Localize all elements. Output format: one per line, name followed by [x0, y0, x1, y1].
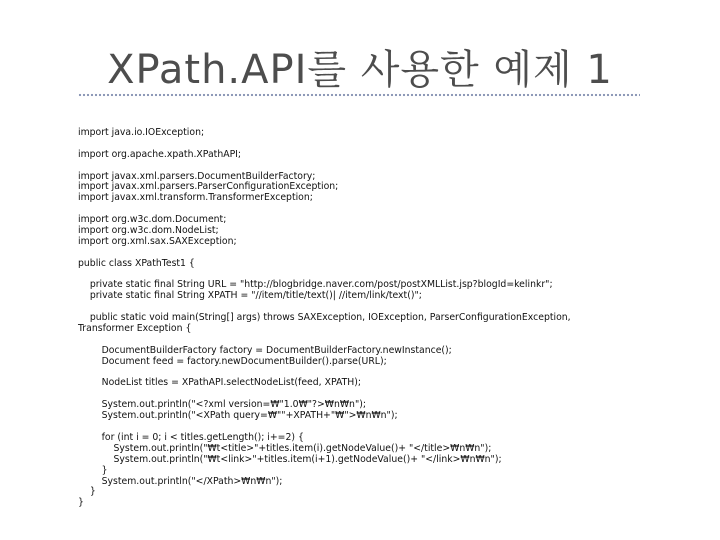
code-line: import org.w3c.dom.Document; — [78, 214, 227, 226]
code-block — [78, 128, 698, 509]
code-line: NodeList titles = XPathAPI.selectNodeList(feed, XPATH); — [78, 377, 362, 389]
code-line: private static final String XPATH = "//item/title/text()| //item/link/text()"; — [78, 290, 422, 302]
code-line: System.out.println("₩t<title>"+titles.item(i).getNodeValue()+ "</title>₩n₩n"); — [78, 442, 492, 454]
code-line: public class XPathTest1 { — [78, 257, 195, 269]
code-line: Transformer Exception { — [78, 323, 192, 335]
code-line: Document feed = factory.newDocumentBuilder().parse(URL); — [78, 355, 387, 367]
code-line: import javax.xml.parsers.ParserConfigurationException; — [78, 181, 339, 193]
code-line: import java.io.IOException; — [78, 127, 205, 138]
code-line: import javax.xml.parsers.DocumentBuilderFactory; — [78, 170, 316, 182]
code-line: private static final String URL = "http://blogbridge.naver.com/post/postXMLList.jsp?blogId=kelinkr"; — [78, 279, 553, 291]
code-line: DocumentBuilderFactory factory = DocumentBuilderFactory.newInstance(); — [78, 344, 452, 356]
code-line: import javax.xml.transform.TransformerException; — [78, 192, 313, 204]
code-line: System.out.println("<?xml version=₩"1.0₩"?>₩n₩n"); — [78, 399, 366, 411]
slide-title: XPath.API를 사용한 예제 1 — [107, 47, 613, 93]
code-line: import org.apache.xpath.XPathAPI; — [78, 148, 242, 160]
code-line: public static void main(String[] args) throws SAXException, IOException, ParserConfigurationException, — [78, 312, 571, 324]
code-line: for (int i = 0; i < titles.getLength(); i+=2) { — [78, 431, 304, 443]
dotted-divider — [78, 93, 640, 97]
code-line: import org.w3c.dom.NodeList; — [78, 225, 219, 237]
code-line: System.out.println("₩t<link>"+titles.item(i+1).getNodeValue()+ "</link>₩n₩n"); — [78, 453, 502, 465]
code-line: } — [78, 497, 84, 509]
code-line: import org.xml.sax.SAXException; — [78, 235, 237, 247]
code-blank-line — [78, 161, 698, 172]
code-line: System.out.println("<XPath query=₩""+XPATH+"₩">₩n₩n"); — [78, 410, 398, 422]
code-line: System.out.println("</XPath>₩n₩n"); — [78, 475, 283, 487]
code-line: } — [78, 486, 96, 498]
code-line: } — [78, 464, 108, 476]
